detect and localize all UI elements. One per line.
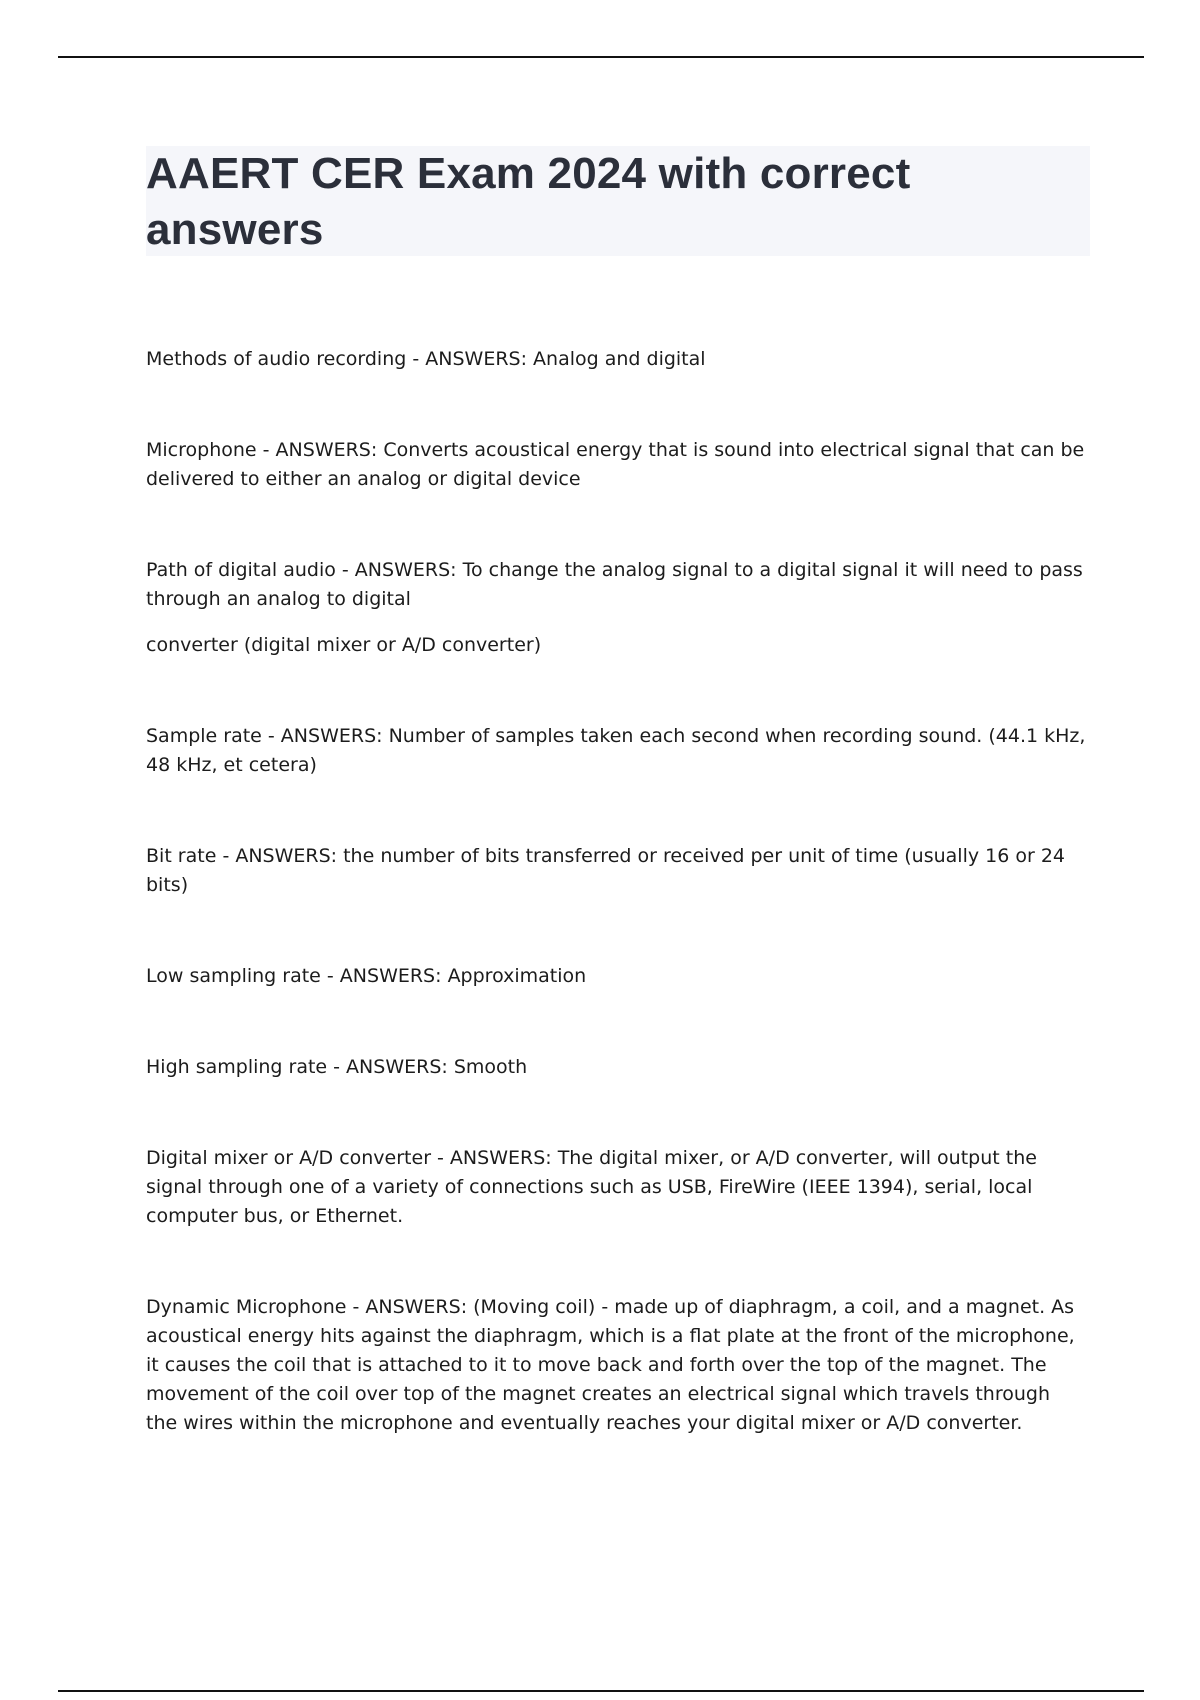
qa-separator: - ANSWERS: xyxy=(431,1147,558,1169)
qa-item xyxy=(146,722,1086,780)
qa-answer: Number of samples taken each second when recording sound. (44.1 kHz, 48 kHz, et cetera) xyxy=(146,725,1086,776)
qa-answer: The digital mixer, or A/D converter, will output the signal through one of a variety of connections such as USB, FireWire (IEEE 1394), serial, local computer bus, or Ethernet. xyxy=(146,1147,1037,1227)
qa-answer: Analog and digital xyxy=(533,348,706,370)
title-banner xyxy=(146,146,1090,256)
footer-divider xyxy=(58,1690,1144,1692)
qa-item xyxy=(146,1053,1086,1082)
qa-item xyxy=(146,1144,1086,1231)
header-divider xyxy=(58,56,1144,58)
qa-question: Sample rate xyxy=(146,725,262,747)
qa-answer: (Moving coil) - made up of diaphragm, a coil, and a magnet. As acoustical energy hits against the diaphragm, which is a flat plate at the front of the microphone, it causes the coil that is attached to it to move back and forth over the top of the magnet. The movement of the coil over top of the magnet creates an electrical signal which travels through the wires within the microphone and eventually reaches your digital mixer or A/D converter. xyxy=(146,1296,1075,1434)
qa-separator: - ANSWERS: xyxy=(320,965,448,987)
qa-separator: - ANSWERS: xyxy=(406,348,534,370)
qa-item xyxy=(146,556,1086,660)
qa-list xyxy=(146,345,1086,1500)
qa-separator: - ANSWERS: xyxy=(216,845,344,867)
qa-question: Low sampling rate xyxy=(146,965,321,987)
qa-question: Microphone xyxy=(146,439,257,461)
qa-question: Bit rate xyxy=(146,845,217,867)
qa-question: Digital mixer or A/D converter xyxy=(146,1147,431,1169)
qa-item xyxy=(146,345,1086,374)
qa-question: Methods of audio recording xyxy=(146,348,407,370)
document-title: AAERT CER Exam 2024 with correct answers xyxy=(146,149,911,254)
qa-item xyxy=(146,962,1086,991)
qa-answer: Smooth xyxy=(453,1056,528,1078)
qa-separator: - ANSWERS: xyxy=(261,725,389,747)
qa-question: Dynamic Microphone xyxy=(146,1296,347,1318)
qa-separator: - ANSWERS: xyxy=(327,1056,454,1078)
qa-separator: - ANSWERS: xyxy=(335,559,463,581)
qa-item xyxy=(146,1293,1086,1438)
qa-answer: Converts acoustical energy that is sound into electrical signal that can be delivered to either an analog or digital device xyxy=(146,439,1085,490)
qa-item xyxy=(146,842,1086,900)
qa-answer: To change the analog signal to a digital signal it will need to pass through an analog to digital xyxy=(146,559,1083,610)
qa-question: Path of digital audio xyxy=(146,559,336,581)
qa-separator: - ANSWERS: xyxy=(256,439,384,461)
qa-answer-continued: converter (digital mixer or A/D converter) xyxy=(146,634,542,656)
qa-answer: the number of bits transferred or received per unit of time (usually 16 or 24 bits) xyxy=(146,845,1066,896)
qa-separator: - ANSWERS: xyxy=(346,1296,474,1318)
qa-question: High sampling rate xyxy=(146,1056,328,1078)
qa-answer: Approximation xyxy=(447,965,587,987)
qa-item xyxy=(146,436,1086,494)
